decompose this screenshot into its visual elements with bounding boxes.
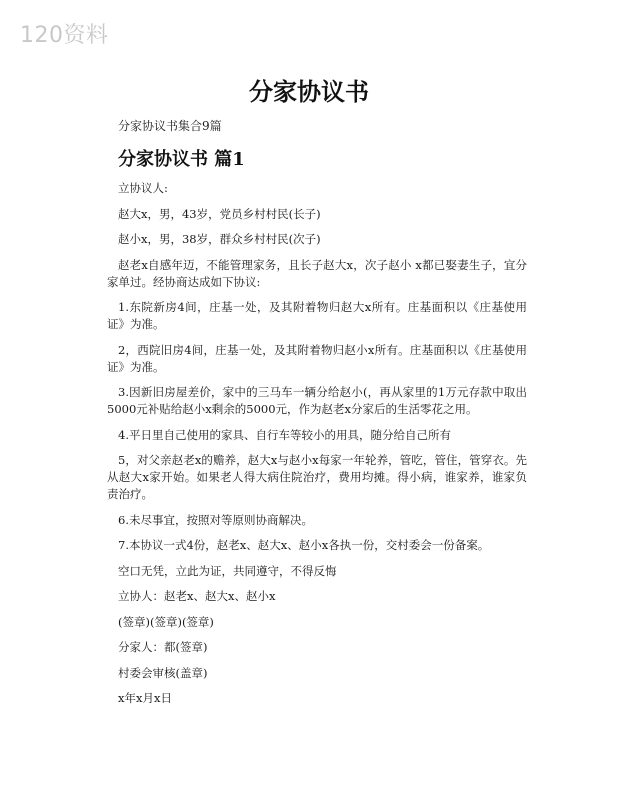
paragraph-heirs-signature: 分家人：都(签章) — [118, 640, 208, 654]
paragraph-committee-review: 村委会审核(盖章) — [118, 665, 208, 680]
paragraph-signature-marks: (签章)(签章)(签章) — [118, 614, 214, 629]
paragraph-clause-6: 6.未尽事宜，按照对等原则协商解决。 — [118, 512, 313, 527]
document-subtitle: 分家协议书集合9篇 — [118, 119, 222, 133]
document-body — [107, 180, 527, 716]
paragraph-attestation: 空口无凭，立此为证，共同遵守，不得反悔 — [118, 563, 337, 578]
section-heading: 分家协议书 篇1 — [118, 149, 245, 170]
paragraph-clause-3: 3.因新旧房屋差价，家中的三马车一辆分给赵小(，再从家里的1万元存款中取出5000元补贴给赵小x剩余的5000元，作为赵老x分家后的生活零花之用。 — [107, 385, 527, 416]
watermark-logo: 120资料 — [20, 23, 109, 48]
paragraph-signatories: 立协人：赵老x、赵大x、赵小x — [118, 589, 276, 603]
paragraph-date: x年x月x日 — [118, 691, 172, 705]
paragraph-clause-1: 1.东院新房4间，庄基一处，及其附着物归赵大x所有。庄基面积以《庄基使用证》为准。 — [107, 300, 527, 331]
document-title: 分家协议书 — [249, 77, 369, 106]
paragraph-clause-2: 2，西院旧房4间，庄基一处，及其附着物归赵小x所有。庄基面积以《庄基使用证》为准。 — [107, 342, 527, 374]
paragraph-parties-label: 立协议人: — [118, 181, 168, 195]
paragraph-party-younger-son: 赵小x，男，38岁，群众乡村村民(次子) — [118, 232, 321, 246]
paragraph-clause-7: 7.本协议一式4份，赵老x、赵大x、赵小x各执一份，交村委会一份备案。 — [118, 538, 490, 552]
paragraph-clause-4: 4.平日里自己使用的家具、自行车等较小的用具，随分给自己所有 — [118, 427, 451, 442]
paragraph-clause-5: 5，对父亲赵老x的赡养，赵大x与赵小x每家一年轮养，管吃，管住，管穿衣。先从赵大x家开始。如果老人得大病住院治疗，费用均摊。得小病，谁家养，谁家负责治疗。 — [107, 453, 527, 501]
paragraph-preamble: 赵老x自感年迈，不能管理家务，且长子赵大x，次子赵小 x都已娶妻生子，宜分家单过。经协商达成如下协议: — [107, 257, 527, 289]
paragraph-party-elder-son: 赵大x，男，43岁，党员乡村村民(长子) — [118, 206, 321, 221]
